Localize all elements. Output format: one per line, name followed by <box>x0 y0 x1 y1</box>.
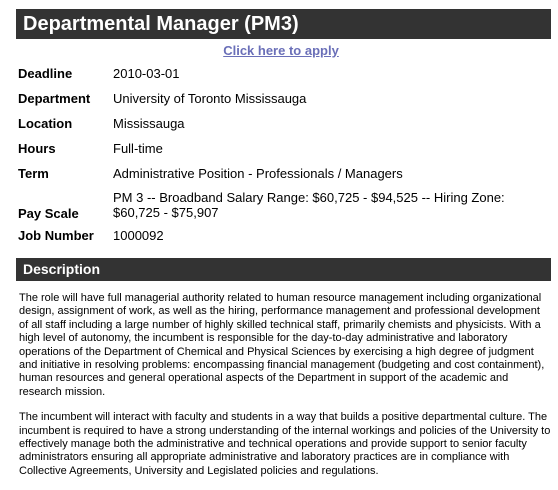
detail-row-deadline <box>18 62 548 87</box>
detail-row-department <box>18 87 548 112</box>
apply-row <box>16 43 546 59</box>
detail-row-location <box>18 112 548 137</box>
detail-label: Pay Scale <box>18 206 79 221</box>
page-title: Departmental Manager (PM3) <box>16 9 551 39</box>
detail-label: Location <box>18 116 73 131</box>
detail-row-hours <box>18 137 548 162</box>
detail-row-pay-scale <box>18 187 548 224</box>
description-heading: Description <box>16 258 551 281</box>
description-paragraph: The role will have full managerial authority related to human resource management including organizational design, assignment of work, as well as the hiring, performance management and professional development of all staff including a large number of highly skilled technical staff, primarily chemists and physicists. With a high level of autonomy, the incumbent is responsible for the day-to-day administrative and laboratory operations of the Department of Chemical and Physical Sciences by exercising a high degree of judgment and initiative in resolving problems: encompassing financial management (budgeting and cost containment), human resources and general operational aspects of the Department in support of the academic and research mission. <box>19 292 545 398</box>
detail-row-term <box>18 162 548 187</box>
detail-value: University of Toronto Mississauga <box>113 91 307 106</box>
apply-link[interactable]: Click here to apply <box>223 43 339 58</box>
detail-value: 1000092 <box>113 228 164 243</box>
detail-value: 2010-03-01 <box>113 66 180 81</box>
detail-row-job-number <box>18 224 548 249</box>
detail-value: Administrative Position - Professionals / Managers <box>113 166 403 181</box>
description-body <box>19 292 551 490</box>
detail-value: Full-time <box>113 141 163 156</box>
description-paragraph: The incumbent will interact with faculty and students in a way that builds a positive departmental culture. The incumbent is required to have a strong understanding of the internal workings and policies of the University to effectively manage both the administrative and technical operations and provide support to senior faculty administrators ensuring all appropriate administrative and laboratory practices are in compliance with Collective Agreements, University and Legislated policies and regulations. <box>19 411 551 477</box>
detail-label: Deadline <box>18 66 73 81</box>
detail-label: Term <box>18 166 49 181</box>
detail-value: PM 3 -- Broadband Salary Range: $60,725 - $94,525 -- Hiring Zone: $60,725 - $75,907 <box>113 190 505 220</box>
job-details <box>18 62 548 249</box>
detail-label: Job Number <box>18 228 94 243</box>
detail-label: Hours <box>18 141 56 156</box>
detail-label: Department <box>18 91 91 106</box>
detail-value: Mississauga <box>113 116 185 131</box>
